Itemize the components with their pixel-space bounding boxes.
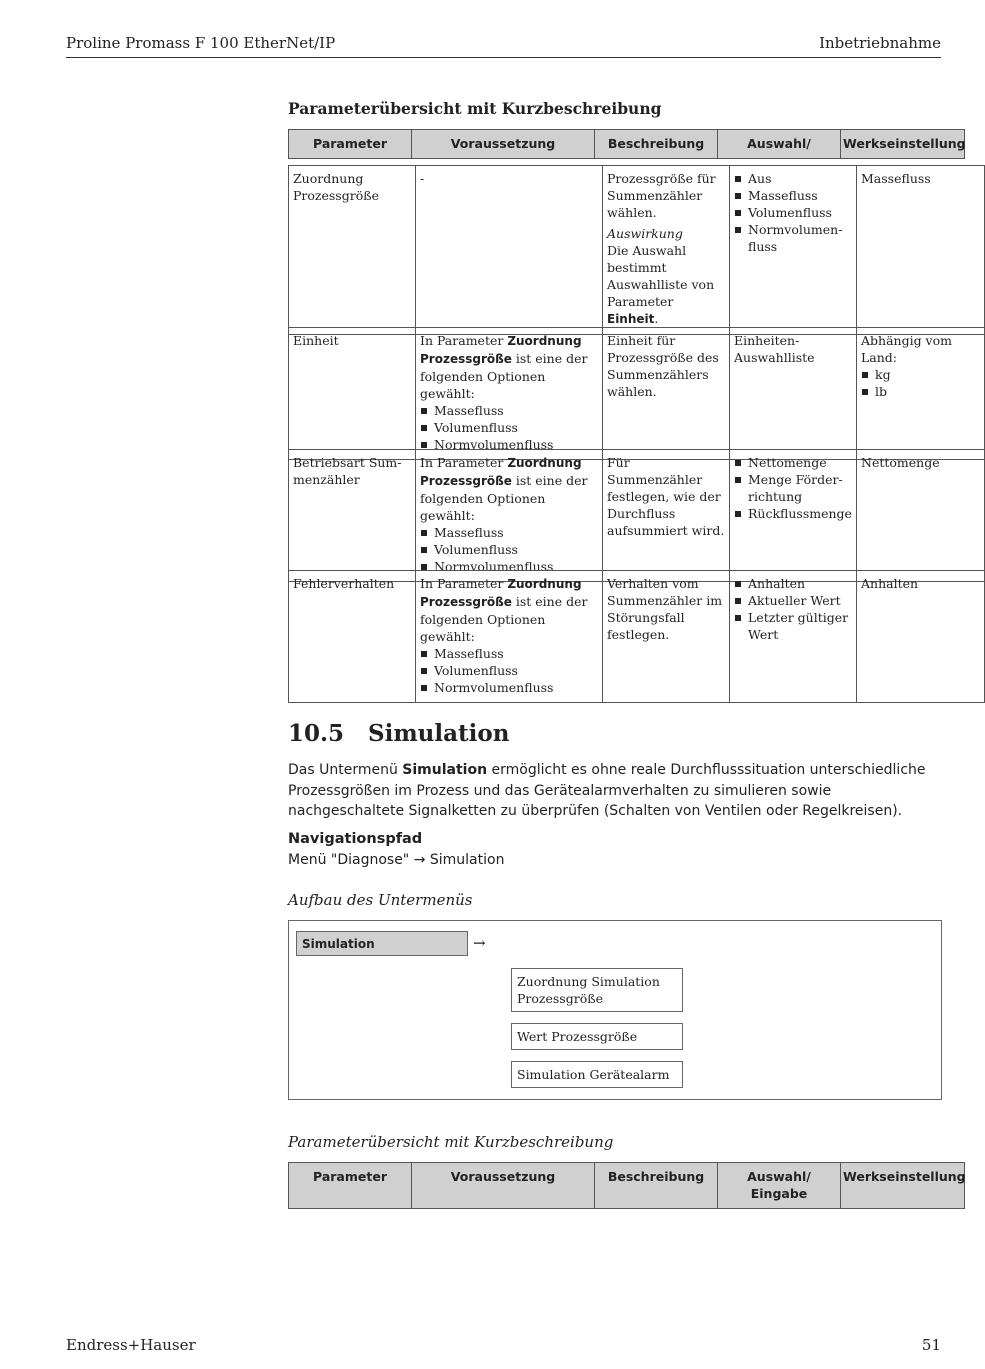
footer-company: Endress+Hauser: [66, 1336, 196, 1354]
col-header-voraussetzung: Voraussetzung: [412, 130, 595, 159]
col-header-beschreibung: Beschreibung: [595, 1163, 718, 1209]
list-item: Massefluss: [420, 645, 598, 662]
col-header-auswahl-eingabe: Auswahl/ Eingabe: [718, 1163, 841, 1209]
page-number: 51: [921, 1336, 941, 1354]
list-item: Volumenfluss: [420, 419, 598, 436]
list-item: Massefluss: [734, 187, 852, 204]
col-header-voraussetzung: Voraussetzung: [412, 1163, 595, 1209]
submenu-item: Simulation Gerätealarm: [511, 1061, 683, 1088]
parameter-table-header-2: [288, 1162, 965, 1209]
intro-paragraph: Das Untermenü Simulation ermöglicht es ohne reale Durchflusssituation unterschiedliche Prozessgrößen im Prozess und das Gerätealarmverhalten zu simulieren sowie nachgeschaltete Signalketten zu überprüfen (Schalten von Ventilen oder Regelkreisen).: [288, 762, 926, 819]
cell-parameter: Betriebsart Summenzähler: [289, 450, 416, 582]
cell-parameter: Einheit: [289, 328, 416, 460]
col-header-auswahl: Auswahl/: [718, 130, 841, 159]
list-item: Normvolumenfluss: [420, 436, 598, 453]
list-item: Massefluss: [420, 524, 598, 541]
cell-voraussetzung: [416, 571, 603, 703]
table-row: [288, 570, 985, 703]
cell-voraussetzung: [416, 450, 603, 582]
table-caption: Parameterübersicht mit Kurzbeschreibung: [288, 1133, 614, 1151]
list-item: Aktueller Wert: [734, 592, 852, 609]
default-text: Abhängig vom Land:: [861, 333, 952, 365]
table-row: [288, 449, 985, 582]
navigation-heading: Navigationspfad: [288, 831, 423, 847]
effect-text: Die Auswahl bestimmt Auswahlliste von Parameter Einheit.: [607, 243, 715, 326]
navigation-path: Menü "Diagnose" → Simulation: [288, 852, 505, 868]
list-item: Volumenfluss: [420, 541, 598, 558]
section-heading: 10.5 Simulation: [288, 720, 510, 747]
submenu-item: Wert Prozessgröße: [511, 1023, 683, 1050]
cell-werkseinstellung: [857, 328, 985, 460]
prerequisite-text: In Parameter Zuordnung Prozessgröße ist eine der folgenden Optionen gewählt:: [420, 455, 588, 523]
col-header-parameter: Parameter: [289, 1163, 412, 1209]
list-item: kg: [861, 366, 980, 383]
arrow-right-icon: →: [473, 934, 486, 952]
cell-werkseinstellung: Anhalten: [857, 571, 985, 703]
list-item: Normvolumenfluss: [420, 679, 598, 696]
submenu-item: Zuordnung Simulation Prozessgröße: [511, 968, 683, 1012]
list-item: Letzter gültiger Wert: [734, 609, 852, 643]
description-text: Prozessgröße für Summenzähler wählen.: [607, 171, 716, 220]
cell-auswahl: [730, 166, 857, 335]
col-header-beschreibung: Beschreibung: [595, 130, 718, 159]
prerequisite-text: In Parameter Zuordnung Prozessgröße ist eine der folgenden Optionen gewählt:: [420, 576, 588, 644]
cell-werkseinstellung: Nettomenge: [857, 450, 985, 582]
cell-beschreibung: Einheit für Prozessgröße des Summenzählers wählen.: [603, 328, 730, 460]
cell-auswahl: Einheiten-Auswahlliste: [730, 328, 857, 460]
table-row: [288, 165, 985, 335]
cell-parameter: Fehlerverhalten: [289, 571, 416, 703]
cell-parameter: Zuordnung Prozessgröße: [289, 166, 416, 335]
col-header-parameter: Parameter: [289, 130, 412, 159]
section-title: Parameterübersicht mit Kurzbeschreibung: [288, 99, 662, 118]
list-item: Normvolumenfluss: [420, 558, 598, 575]
cell-beschreibung: Für Summenzähler festlegen, wie der Durchfluss aufsummiert wird.: [603, 450, 730, 582]
col-header-werkseinstellung: Werkseinstellung: [841, 130, 965, 159]
list-item: Nettomenge: [734, 454, 852, 471]
cell-beschreibung: Verhalten vom Summenzähler im Störungsfall festlegen.: [603, 571, 730, 703]
list-item: Menge Förderrichtung: [734, 471, 852, 505]
cell-voraussetzung: [416, 328, 603, 460]
parameter-table-header: [288, 129, 965, 159]
table-row: [288, 327, 985, 460]
list-item: Massefluss: [420, 402, 598, 419]
cell-beschreibung: [603, 166, 730, 335]
submenu-caption: Aufbau des Untermenüs: [288, 891, 473, 909]
effect-label: Auswirkung: [607, 226, 683, 241]
header-document-title: Proline Promass F 100 EtherNet/IP: [66, 34, 336, 52]
prerequisite-text: In Parameter Zuordnung Prozessgröße ist eine der folgenden Optionen gewählt:: [420, 333, 588, 401]
col-header-werkseinstellung: Werkseinstellung: [841, 1163, 965, 1209]
cell-auswahl: [730, 450, 857, 582]
cell-auswahl: [730, 571, 857, 703]
list-item: Aus: [734, 170, 852, 187]
cell-werkseinstellung: Massefluss: [857, 166, 985, 335]
list-item: Volumenfluss: [734, 204, 852, 221]
submenu-root-box: Simulation: [296, 931, 468, 956]
cell-voraussetzung: -: [416, 166, 603, 335]
list-item: Rückflussmenge: [734, 505, 852, 522]
list-item: lb: [861, 383, 980, 400]
header-chapter-title: Inbetriebnahme: [819, 34, 941, 52]
list-item: Anhalten: [734, 575, 852, 592]
list-item: Volumenfluss: [420, 662, 598, 679]
list-item: Normvolumenfluss: [734, 221, 852, 255]
header-rule: [66, 57, 941, 58]
